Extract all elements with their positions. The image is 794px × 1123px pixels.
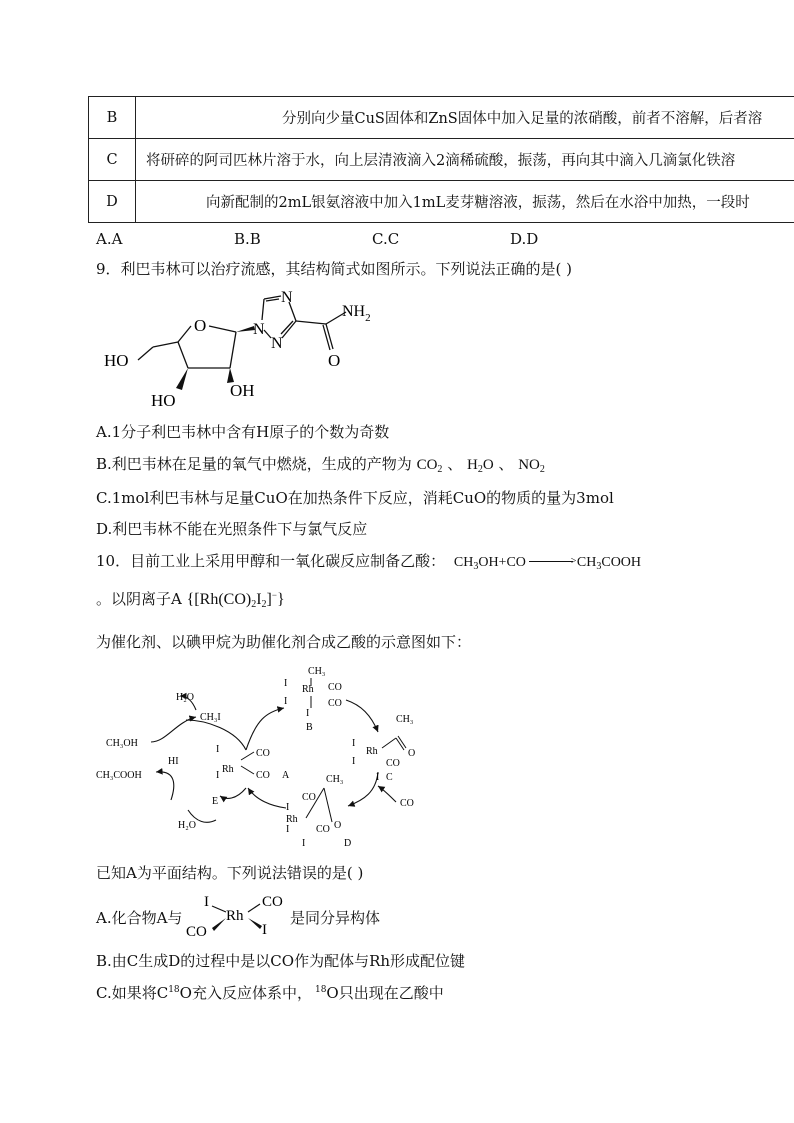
q10-catalyst-line: 。以阴离子A $\{[Rh(CO)_2I_2]^-\}$ [96, 590, 285, 610]
q9-stem: 9．利巴韦林可以治疗流感，其结构简式如图所示。下列说法正确的是( ) [96, 260, 573, 278]
svg-text:Rh: Rh [366, 746, 378, 757]
svg-text:I: I [284, 678, 288, 689]
n-label: N [253, 321, 265, 338]
svg-text:CH₃: CH₃ [326, 774, 344, 785]
svg-text:CO: CO [328, 698, 342, 709]
svg-text:I: I [216, 770, 220, 781]
table-row [89, 139, 794, 181]
svg-text:CH₃: CH₃ [308, 666, 326, 677]
catalytic-cycle-diagram [96, 660, 436, 852]
svg-text:I: I [204, 894, 209, 910]
ring-oxygen-label: O [194, 316, 207, 335]
svg-text:I: I [376, 772, 380, 783]
svg-text:O: O [408, 748, 416, 759]
q8-option-a: A.A [96, 230, 123, 248]
svg-text:CH₃I: CH₃I [200, 712, 221, 723]
svg-text:I: I [352, 738, 356, 749]
rh-isomer-structure [186, 888, 290, 940]
ribavirin-structure [96, 284, 396, 408]
svg-text:Rh: Rh [222, 764, 234, 775]
svg-text:I: I [306, 708, 310, 719]
row-label: D [89, 181, 136, 223]
q9-option-a: A.1分子利巴韦林中含有H原子的个数为奇数 [96, 423, 390, 441]
svg-text:H₂O: H₂O [178, 820, 196, 831]
svg-text:CO: CO [316, 824, 330, 835]
svg-text:Rh: Rh [302, 684, 314, 695]
q9-option-d: D.利巴韦林不能在光照条件下与氯气反应 [96, 520, 368, 538]
svg-text:CO: CO [386, 758, 400, 769]
row-text: 分别向少量CuS固体和ZnS固体中加入足量的浓硝酸，前者不溶解，后者溶 [136, 97, 794, 139]
table-row [89, 97, 794, 139]
q9-option-b: B.利巴韦林在足量的氧气中燃烧，生成的产物为 $CO_2$ 、 $H_2O$ 、 $NO_2$ [96, 455, 545, 475]
svg-text:CO: CO [256, 748, 270, 759]
svg-text:H₂O: H₂O [176, 692, 194, 703]
svg-text:CH₃: CH₃ [396, 714, 414, 725]
svg-text:CH₃OH: CH₃OH [106, 738, 138, 749]
svg-text:I: I [262, 922, 267, 938]
q10-option-a: A.化合物A与 [96, 909, 183, 927]
n-label: N [271, 335, 283, 352]
svg-text:I: I [302, 838, 306, 849]
q10-line3: 为催化剂、以碘甲烷为助催化剂合成乙酸的示意图如下： [96, 633, 472, 651]
svg-text:CO: CO [186, 924, 207, 940]
q10-option-c: C.如果将$C^{18}O$充入反应体系中， $^{18}$O只出现在乙酸中 [96, 984, 444, 1002]
q10-option-b: B.由C生成D的过程中是以CO作为配体与Rh形成配位键 [96, 952, 466, 970]
svg-text:O: O [334, 820, 342, 831]
svg-text:D: D [344, 838, 352, 849]
q10-stem: 10．目前工业上采用甲醇和一氧化碳反应制备乙酸： $CH_3OH+CO$ > $CH_3COOH$ [96, 552, 642, 572]
svg-text:E: E [212, 796, 219, 807]
q10-known: 已知A为平面结构。下列说法错误的是( ) [96, 864, 364, 882]
svg-text:CO: CO [262, 894, 283, 910]
table-row [89, 181, 794, 223]
n-label: N [281, 289, 293, 306]
row-text: 向新配制的2mL银氨溶液中加入1mL麦芽糖溶液，振荡，然后在水浴中加热，一段时 [136, 181, 794, 223]
row-label: C [89, 139, 136, 181]
svg-text:Rh: Rh [286, 814, 298, 825]
svg-text:C: C [386, 772, 393, 783]
svg-text:CO: CO [328, 682, 342, 693]
svg-text:I: I [286, 824, 290, 835]
q8-option-d: D.D [510, 230, 539, 248]
svg-text:B: B [306, 722, 313, 733]
svg-text:CO: CO [302, 792, 316, 803]
svg-text:I: I [352, 756, 356, 767]
q8-option-c: C.C [372, 230, 400, 248]
ho-label: HO [104, 351, 129, 370]
q8-option-b: B.B [234, 230, 261, 248]
svg-text:CH₃COOH: CH₃COOH [96, 770, 142, 781]
carbonyl-oxygen-label: O [328, 351, 341, 370]
q9-option-c: C.1mol利巴韦林与足量CuO在加热条件下反应，消耗CuO的物质的量为3mol [96, 489, 614, 507]
q10-option-a-post: 是同分异构体 [290, 909, 381, 927]
row-text: 将研碎的阿司匹林片溶于水，向上层清液滴入2滴稀硫酸，振荡，再向其中滴入几滴氯化铁溶 [136, 139, 794, 181]
svg-text:I: I [216, 744, 220, 755]
svg-text:A: A [282, 770, 290, 781]
row-label: B [89, 97, 136, 139]
svg-text:Rh: Rh [226, 908, 244, 924]
nh2-label: $NH_2$ [342, 303, 371, 324]
svg-text:CO: CO [400, 798, 414, 809]
options-table [88, 96, 794, 223]
svg-text:I: I [284, 696, 288, 707]
svg-text:I: I [286, 802, 290, 813]
ho-label: HO [151, 391, 176, 408]
svg-text:HI: HI [168, 756, 179, 767]
svg-text:CO: CO [256, 770, 270, 781]
oh-label: OH [230, 381, 255, 400]
